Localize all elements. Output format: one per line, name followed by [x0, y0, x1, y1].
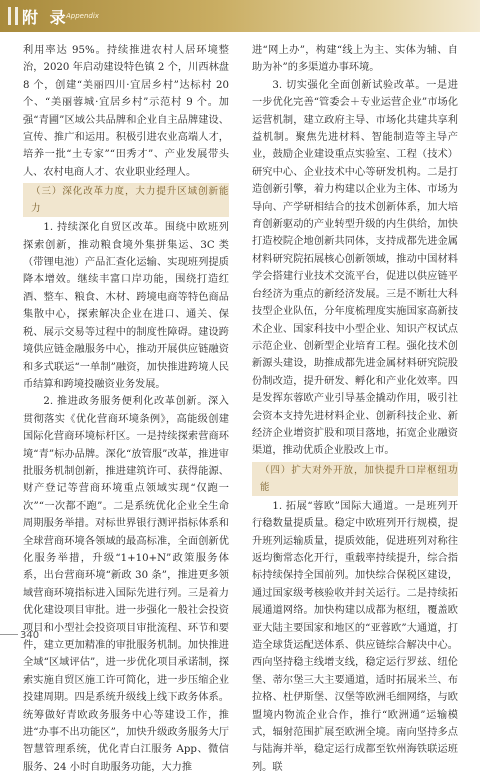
body-paragraph: 利用率达 95%。持续推进农村人居环境整治，2020 年启动建设特色镇 2 个，川西林盘 8 个，创建“美丽四川·宜居乡村”达标村 20 个、“美丽蓉城·宜居乡村”示范村 9 个。加强“青圃”区域公共品牌和企业自主品牌建设、宣传、推广和运用。积极引进农业高端人才，培养一批“土专家”“田秀才”、产业发展带头人、农村电商人才、农业职业经理人。: [23, 45, 229, 178]
page-number: 340: [20, 630, 40, 641]
body-paragraph: 3. 切实强化全面创新试验改革。一是进一步优化完善“管委会＋专业运营企业”市场化运营机制，建立政府主导、市场化共建共享利益机制。聚焦先进材料、智能制造等主导产业，鼓励企业建设重点实验室、工程（技术）研究中心、企业技术中心等研发机构。二是打造创新引擎，着力构建以企业为主体、市场为导向、产学研相结合的技术创新体系，加大培育创新驱动的产业转型升级的内生供给，加快打造校院企地创新共同体，支持成都先进金属材料研究院拓展核心创新领域，推动中国材料学会搭建行业技术交流平台，促进以供应链平台经济为重点的新经济发展。三是不断壮大科技型企业队伍，分年度梳理度实施国家高新技术企业、国家科技中小型企业、知识产权试点示范企业、创新型企业培育工程。强化技术创新源头建设，助推成都先进金属材料研究院股份制改造，提升研发、孵化和产业化效率。四是发挥东蓉欧产业引导基金撬动作用，吸引社会资本支持先进材料企业、创新科技企业、新经济企业增资扩股和项目落地，拓宽企业融资渠道，推动优质企业股改上市。: [252, 79, 458, 457]
body-paragraph: 进“网上办”，构建“线上为主、实体为辅、自助为补”的多渠道办事环境。: [252, 45, 458, 74]
body-paragraph: 1. 持续深化自贸区改革。围绕中欧班列探索创新，推动粮食境外集拼集运、3C 类（带锂电池）产品汇查化运输、实现班列提质降本增效。继续丰富口岸功能，围绕打造红酒、整车、粮食、木材、跨境电商等特色商品集散中心，探索解决企业在进口、通关、保税、展示交易等过程中的制度性障碍。建设跨境供应链金融服务中心，推动开展供应链融资和多式联运“一单制”融资，加快推进跨境人民币结算和跨境投融资业务发展。: [23, 222, 229, 390]
footer-rule: [0, 634, 18, 635]
header-title: 附 录: [22, 8, 69, 27]
left-column: [23, 42, 229, 776]
body-paragraph: 2. 推进政务服务便利化改革创新。深入贯彻落实《优化营商环境条例》，高能级创建国际化营商环境标杆区。一是持续探索营商环境“青”标办品牌。深化“放管服”改革，推进审批服务机制创新，推进建筑许可、获得能源、财产登记等营商环境重点领域实现“仅跑一次”“一次都不跑”。二是系统优化企业全生命周期服务举措。对标世界银行测评指标体系和全球营商环境各领域的最高标准，全面创新优化服务举措，升级“1+10+N”政策服务体系，出台营商环境“新政 30 条”，推进更多领域营商环境指标进入国际先进行列。三是着力优化建设项目审批。进一步强化一般社会投资项目和小型社会投资项目审批流程、环节和要件，建立更加精准的审批服务机制。加快推进全域“区域评估”，进一步优化项目承诺制，探索实施自贸区施工许可简化，进一步压缩企业投建周期。四是系统升级线上线下政务体系。统筹做好青欧政务服务中心等建设工作，推进“办事不出功能区”，加快升级政务服务大厅智慧管理系统，优化青白江服务 App、微信服务、24 小时自助服务功能，大力推: [23, 396, 229, 773]
body-paragraph: 1. 拓展“蓉欧”国际大通道。一是班列开行稳数量提质量。稳定中欧班列开行规模，提升班列运输质量，提质效能，促进班列对称往返均衡常态化开行，重载率持续提升，综合指标持续保持全国前列。加快综合保税区建设，通过国家级考核验收并封关运行。二是持续拓展通道网络。加快构建以成都为枢纽，覆盖欧亚大陆主要国家和地区的“亚蓉欧”大通道，打造全球货运配送体系、供应链综合解决中心。西向坚持稳主线增支线，稳定运行罗兹、纽伦堡、蒂尔堡三大主要通道，适时拓展米兰、布拉格、杜伊斯堡、汉堡等欧洲毛细网络，与欧盟境内物流企业合作，推行“欧洲通”运输模式，辐射范围扩展至欧洲全境。南向坚持多点与陆海并举，稳定运行成都至钦州海铁联运班列。联: [252, 500, 458, 773]
right-column: [252, 42, 458, 776]
section-subheading: （四）扩大对外开放，加快提升口岸枢纽功能: [252, 462, 458, 496]
page-header: [0, 0, 480, 32]
section-subheading: （三）深化改革力度，大力提升区域创新能力: [23, 183, 229, 217]
header-subtitle: Appendix: [66, 12, 99, 20]
header-logo-mark-icon: [8, 7, 18, 25]
